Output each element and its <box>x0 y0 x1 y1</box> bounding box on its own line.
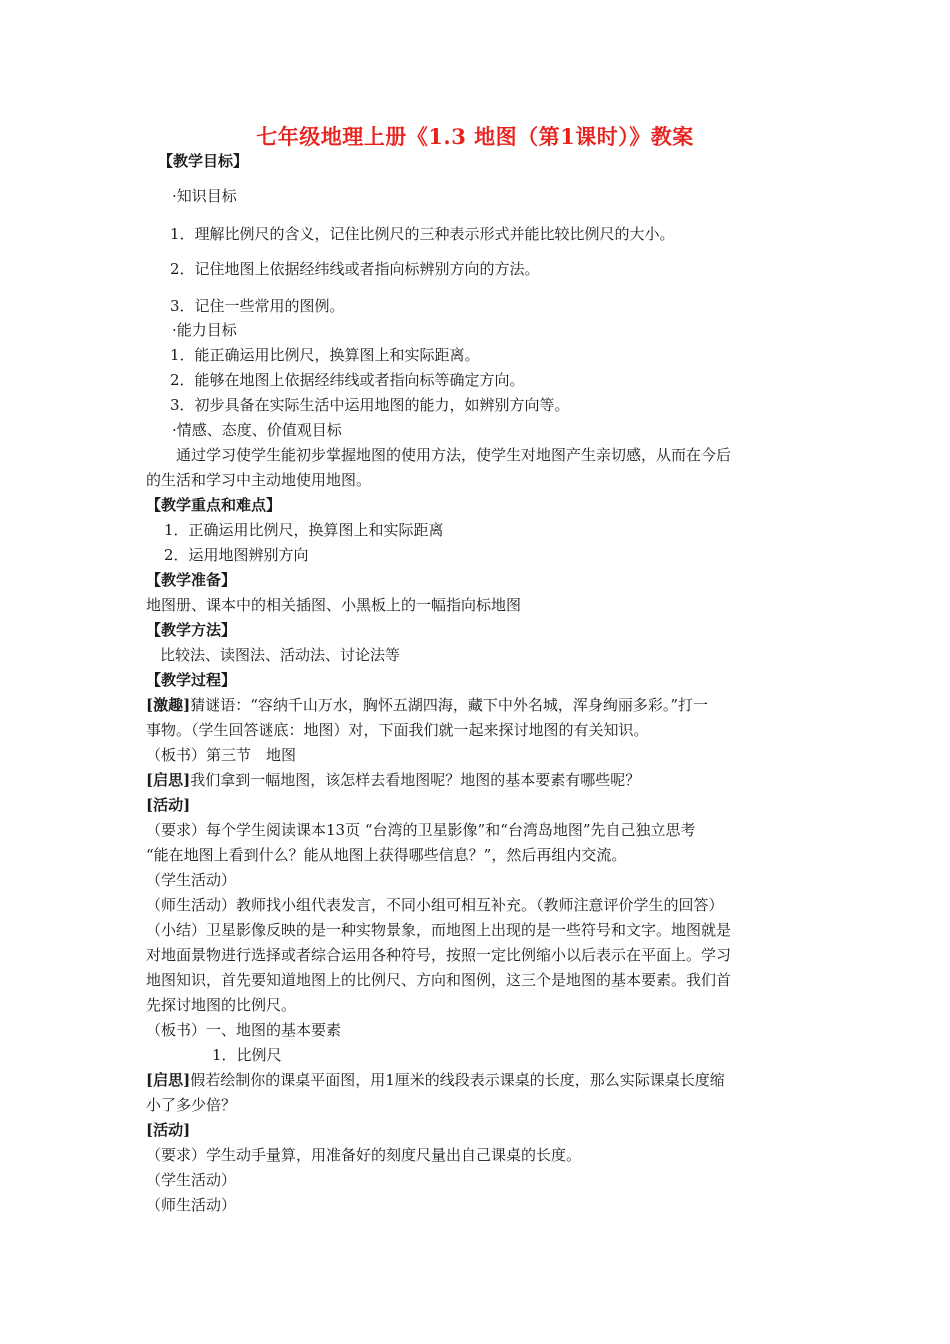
text-line: 先探讨地图的比例尺。 <box>146 996 297 1014</box>
text-line: 地图册、课本中的相关插图、小黑板上的一幅指向标地图 <box>146 596 522 614</box>
section-heading-objectives: 【教学目标】 <box>158 152 249 170</box>
text-run: 猜谜语：“容纳千山万水，胸怀五湖四海，藏下中外名城，浑身绚丽多彩。”打一 <box>190 696 709 714</box>
tag-activity: [活动] <box>146 1121 191 1139</box>
text-line: 地图知识，首先要知道地图上的比例尺、方向和图例，这三个是地图的基本要素。我们首 <box>146 971 732 989</box>
text-line: 通过学习使学生能初步掌握地图的使用方法，使学生对地图产生亲切感，从而在今后 <box>176 446 732 464</box>
text-line: （要求）每个学生阅读课本13页 “台湾的卫星影像”和“台湾岛地图”先自己独立思考 <box>146 821 696 839</box>
text-line: 1．比例尺 <box>212 1046 282 1064</box>
subheading-ability: ·能力目标 <box>172 321 237 339</box>
text-line: （板书）一、地图的基本要素 <box>146 1021 342 1039</box>
text-line: “能在地图上看到什么？能从地图上获得哪些信息？”，然后再组内交流。 <box>146 846 627 864</box>
tag-qisi: [启思] <box>146 771 191 789</box>
section-heading-keypoints: 【教学重点和难点】 <box>146 496 282 514</box>
text-line: （要求）学生动手量算，用准备好的刻度尺量出自己课桌的长度。 <box>146 1146 582 1164</box>
text-line: 2．运用地图辨别方向 <box>164 546 309 564</box>
section-heading-methods: 【教学方法】 <box>146 621 237 639</box>
subheading-knowledge: ·知识目标 <box>172 187 237 205</box>
text-line <box>146 770 640 790</box>
tag-qisi: [启思] <box>146 1071 191 1089</box>
text-line: 1．理解比例尺的含义，记住比例尺的三种表示形式并能比较比例尺的大小。 <box>170 225 675 243</box>
text-line: 比较法、读图法、活动法、讨论法等 <box>160 646 401 664</box>
text-line: （师生活动） <box>146 1196 237 1214</box>
text-line: 小了多少倍？ <box>146 1096 237 1114</box>
text-line: 2．能够在地图上依据经纬线或者指向标等确定方向。 <box>170 371 525 389</box>
tag-jiqu: [激趣] <box>146 696 191 714</box>
text-line: 3．记住一些常用的图例。 <box>170 297 345 315</box>
text-line: （师生活动）教师找小组代表发言，不同小组可相互补充。（教师注意评价学生的回答） <box>146 896 724 914</box>
text-line: （板书）第三节 地图 <box>146 746 297 764</box>
page-title: 七年级地理上册《1.3 地图（第1课时）》教案 <box>256 124 694 149</box>
subheading-emotion: ·情感、态度、价值观目标 <box>172 421 342 439</box>
text-line: （小结）卫星影像反映的是一种实物景象，而地图上出现的是一些符号和文字。地图就是 <box>146 921 732 939</box>
text-run: 我们拿到一幅地图，该怎样去看地图呢？地图的基本要素有哪些呢？ <box>190 771 641 789</box>
section-heading-preparation: 【教学准备】 <box>146 571 237 589</box>
text-line <box>146 695 708 715</box>
text-line: 2．记住地图上依据经纬线或者指向标辨别方向的方法。 <box>170 260 540 278</box>
text-line: 1．能正确运用比例尺，换算图上和实际距离。 <box>170 346 480 364</box>
text-line: （学生活动） <box>146 1171 237 1189</box>
text-line <box>146 1070 725 1090</box>
text-line: 3．初步具备在实际生活中运用地图的能力，如辨别方向等。 <box>170 396 570 414</box>
text-line: 1．正确运用比例尺，换算图上和实际距离 <box>164 521 444 539</box>
section-heading-process: 【教学过程】 <box>146 671 237 689</box>
text-line: 对地面景物进行选择或者综合运用各种符号，按照一定比例缩小以后表示在平面上。学习 <box>146 946 732 964</box>
text-run: 假若绘制你的课桌平面图，用1厘米的线段表示课桌的长度，那么实际课桌长度缩 <box>190 1071 725 1089</box>
text-line: （学生活动） <box>146 871 237 889</box>
text-line: 的生活和学习中主动地使用地图。 <box>146 471 372 489</box>
tag-activity: [活动] <box>146 796 191 814</box>
text-line: 事物。（学生回答谜底：地图）对，下面我们就一起来探讨地图的有关知识。 <box>146 721 649 739</box>
